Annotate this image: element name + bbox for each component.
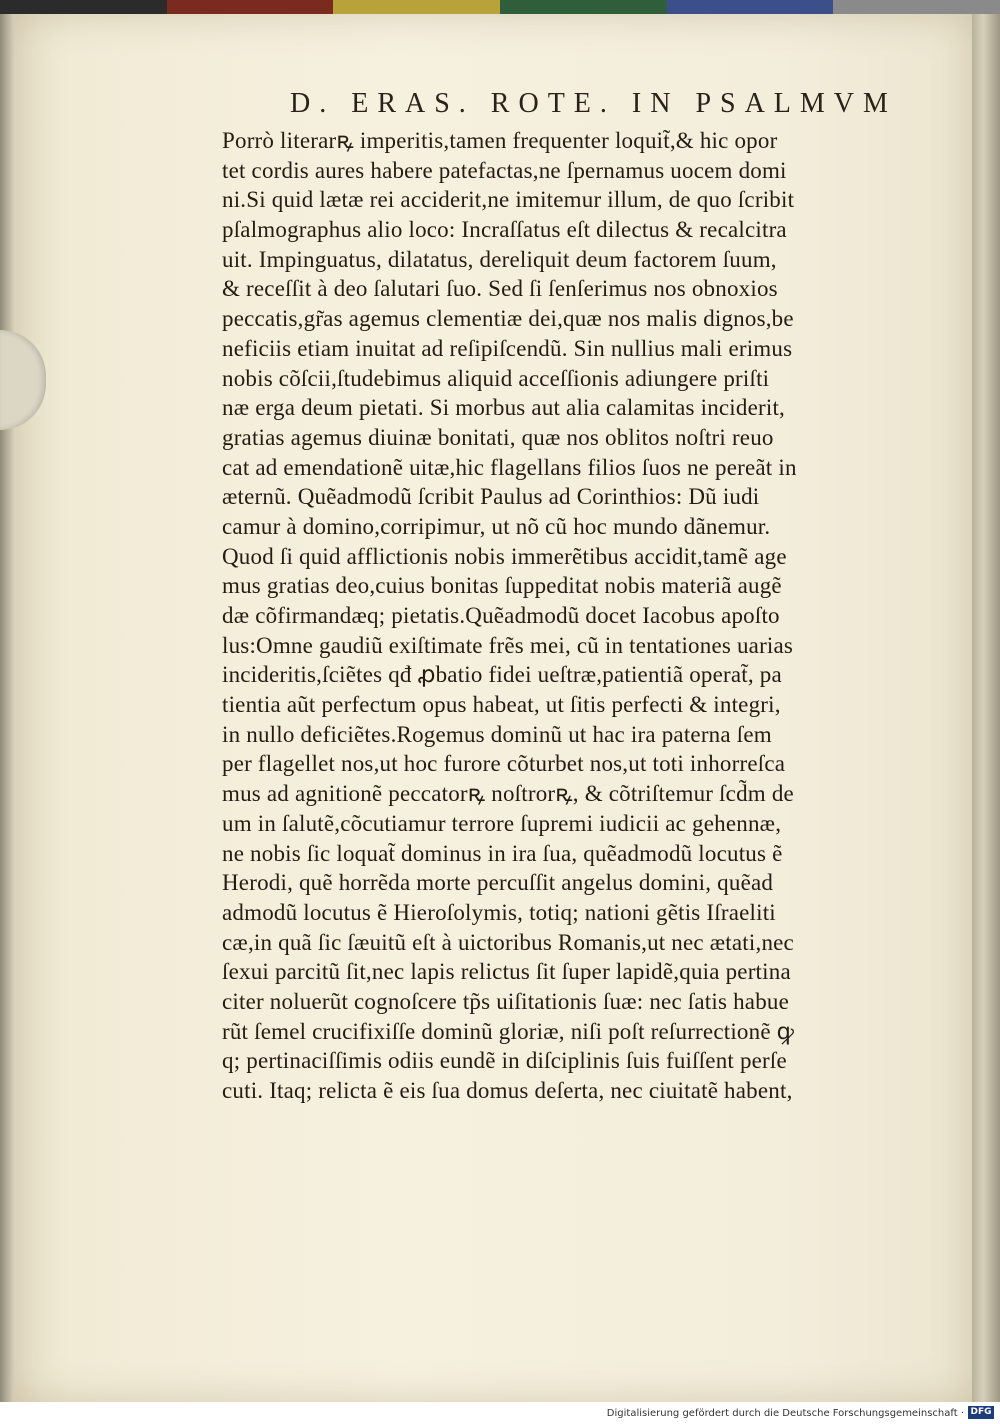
text-line: in nullo deficiẽtes.Rogemus dominũ ut hac ira paterna ſem bbox=[222, 721, 772, 747]
color-swatch bbox=[0, 0, 167, 14]
digitization-credit: Digitalisierung gefördert durch die Deutsche Forschungsgemeinschaft · bbox=[606, 1408, 964, 1419]
text-line: neficiis etiam inuitat ad reſipiſcendũ. Sin nullius mali erimus bbox=[222, 335, 793, 361]
text-line: camur à domino,corripimur, ut nõ cũ hoc mundo dãnemur. bbox=[222, 513, 771, 539]
text-line: cat ad emendationẽ uitæ,hic flagellans filios ſuos ne pereãt in bbox=[222, 454, 797, 480]
text-line: mus ad agnitionẽ peccatorꝶ noſtrorꝶ, & cõtriſtemur ſcd̃m de bbox=[222, 781, 794, 807]
text-line: per flagellet nos,ut hoc furore cõturbet nos,ut toti inhorreſca bbox=[222, 751, 786, 777]
text-line: q; pertinaciſſimis odiis eundẽ in diſciplinis ſuis fuiſſent perſe bbox=[222, 1048, 787, 1074]
text-line: lus:Omne gaudiũ exiſtimate frẽs mei, cũ in tentationes uarias bbox=[222, 632, 794, 658]
text-line: nobis cõſcii,ſtudebimus aliquid acceſſionis adiungere priſti bbox=[222, 365, 770, 391]
color-swatch bbox=[833, 0, 1000, 14]
text-line: ne nobis ſic loquat̃ dominus in ira ſua, quẽadmodũ locutus ẽ bbox=[222, 840, 783, 866]
text-line: pſalmographus alio loco: Incraſſatus eſt dilectus & recalcitra bbox=[222, 217, 787, 243]
text-line: Quod ſi quid afflictionis nobis immerẽtibus accidit,tamẽ age bbox=[222, 543, 787, 569]
text-line: rũt ſemel crucifixiſſe dominũ gloriæ, niſi poſt reſurrectionẽ ꝙ bbox=[222, 1018, 795, 1044]
body-text-block bbox=[222, 126, 942, 1106]
text-line: cæ,in quã ſic ſæuitũ eſt à uictoribus Romanis,ut nec ætati,nec bbox=[222, 929, 794, 955]
text-line: Herodi, quẽ horrẽda morte percuſſit angelus domini, quẽad bbox=[222, 870, 774, 896]
text-line: incideritis,ſciẽtes qđ ꝓbatio fidei ueſtræ,patientiã operat̃, pa bbox=[222, 662, 782, 688]
text-line: mus gratias deo,cuius bonitas ſuppeditat nobis materiã augẽ bbox=[222, 573, 782, 599]
text-line: gratias agemus diuinæ bonitati, quæ nos oblitos noſtri reuo bbox=[222, 424, 774, 450]
text-line: Porrò literarꝶ imperitis,tamen frequenter loquit̃,& hic opor bbox=[222, 128, 778, 153]
text-line: peccatis,gr̃as agemus clementiæ dei,quæ nos malis dignos,be bbox=[222, 306, 794, 332]
text-line: citer noluerũt cognoſcere tp̃s uiſitationis ſuæ: nec ſatis habue bbox=[222, 988, 790, 1014]
color-swatch bbox=[333, 0, 500, 14]
text-line: næ erga deum pietati. Si morbus aut alia calamitas inciderit, bbox=[222, 395, 785, 421]
text-line: cuti. Itaq; relicta ẽ eis ſua domus deſerta, nec ciuitatẽ habent, bbox=[222, 1078, 793, 1103]
text-line: æternũ. Quẽadmodũ ſcribit Paulus ad Corinthios: Dũ iudi bbox=[222, 484, 760, 510]
color-swatch bbox=[167, 0, 334, 14]
text-line: uit. Impinguatus, dilatatus, dereliquit deum factorem ſuum, bbox=[222, 246, 777, 272]
dfg-logo: DFG bbox=[968, 1406, 994, 1419]
text-line: tientia aũt perfectum opus habeat, ut ſitis perfecti & integri, bbox=[222, 692, 781, 718]
text-line: tet cordis aures habere patefactas,ne ſpernamus uocem domi bbox=[222, 157, 787, 183]
color-swatch bbox=[667, 0, 834, 14]
text-line: & receſſit à deo ſalutari ſuo. Sed ſi ſenſerimus nos obnoxios bbox=[222, 276, 778, 302]
text-line: dæ cõfirmandæq; pietatis.Quẽadmodũ docet Iacobus apoſto bbox=[222, 603, 780, 628]
page-fore-edge bbox=[972, 14, 1000, 1402]
text-line: ni.Si quid lætæ rei acciderit,ne imitemur illum, de quo ſcribit bbox=[222, 187, 795, 213]
color-calibration-bar bbox=[0, 0, 1000, 14]
text-line: um in ſalutẽ,cõcutiamur terrore ſupremi iudicii ac gehennæ, bbox=[222, 810, 782, 836]
running-head: D. ERAS. ROTE. IN PSALMVM bbox=[290, 88, 897, 119]
text-line: admodũ locutus ẽ Hieroſolymis, totiq; nationi gẽtis Iſraeliti bbox=[222, 899, 776, 925]
text-line: ſexui parcitũ ſit,nec lapis relictus ſit ſuper lapidẽ,quia pertina bbox=[222, 959, 791, 985]
color-swatch bbox=[500, 0, 667, 14]
